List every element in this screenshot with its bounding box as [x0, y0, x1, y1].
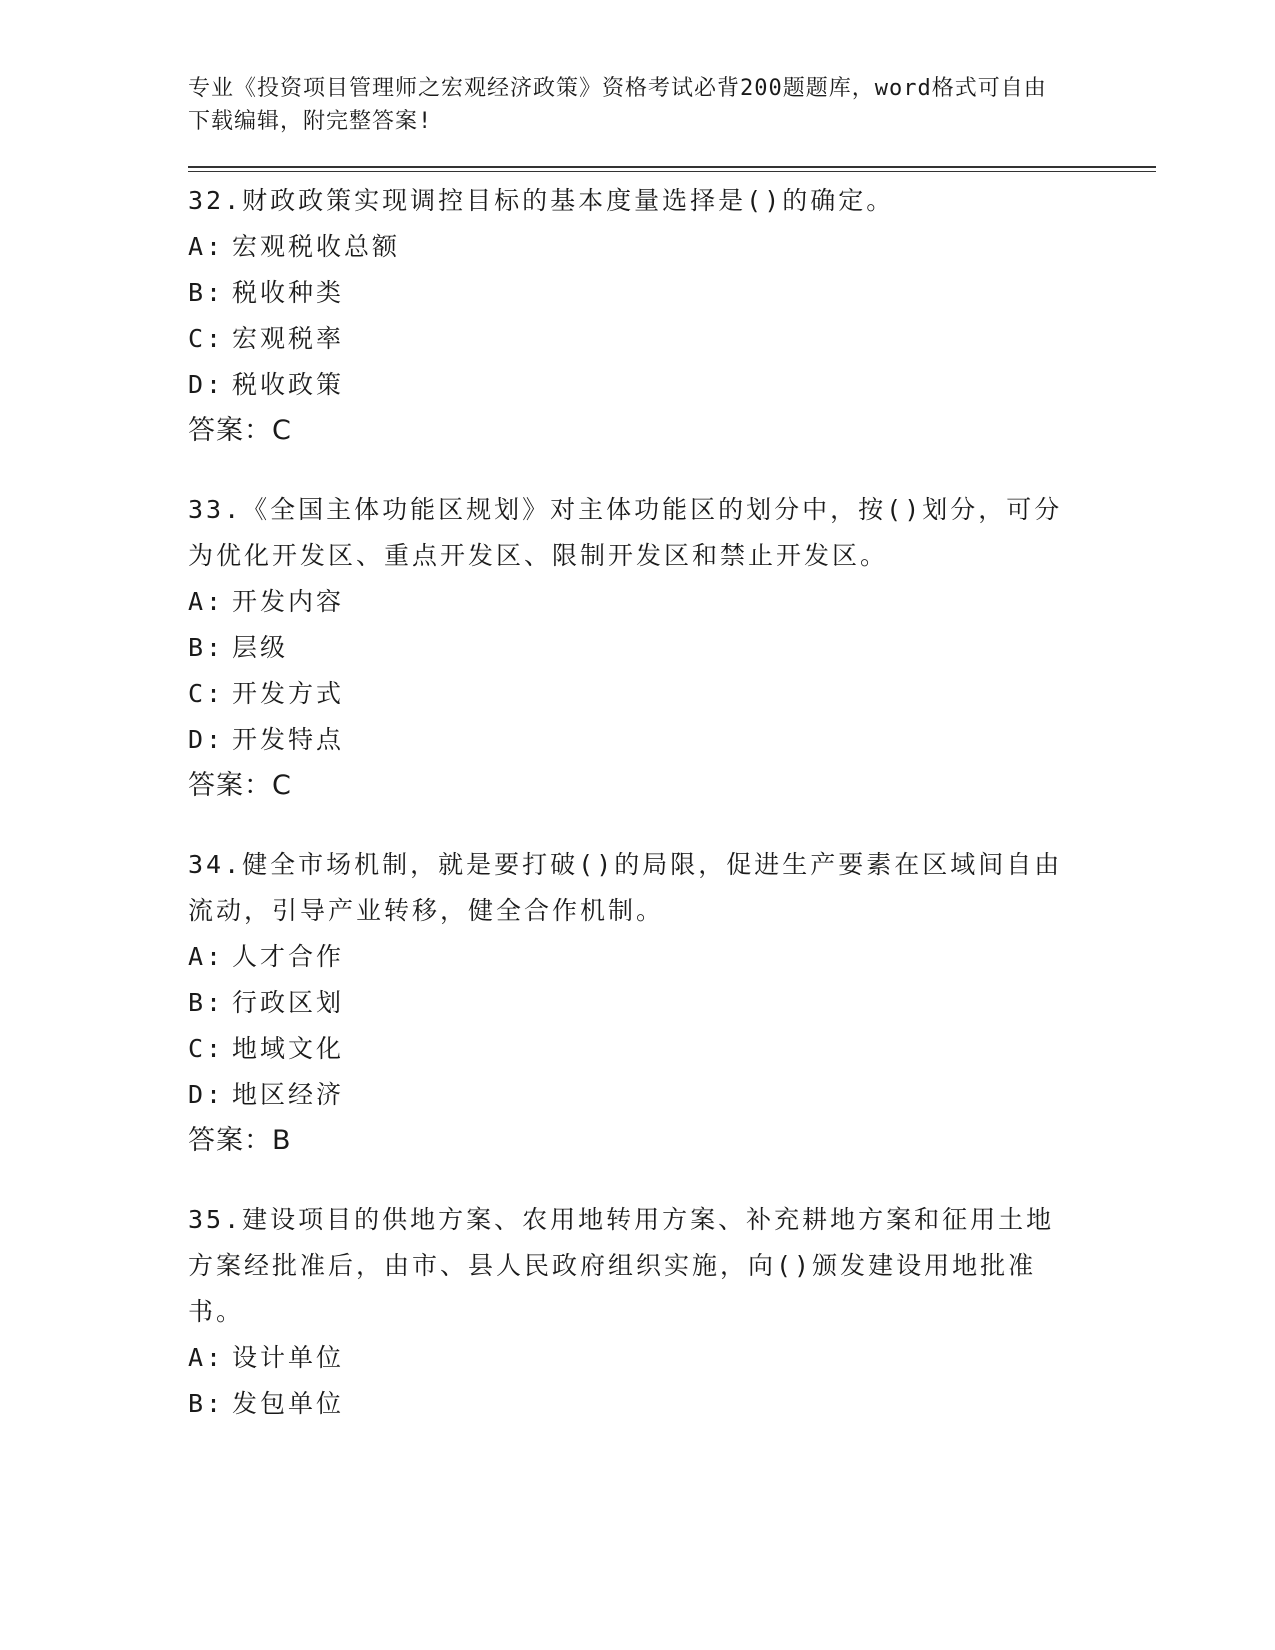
option-b — [188, 270, 1158, 316]
option-b — [188, 625, 1158, 671]
option-d — [188, 1072, 1158, 1118]
option-d — [188, 717, 1158, 763]
option-text: 发包单位 — [232, 1389, 345, 1418]
option-key: D: — [188, 725, 225, 754]
option-key: B: — [188, 278, 225, 307]
option-c — [188, 671, 1158, 717]
option-c — [188, 1026, 1158, 1072]
option-key: D: — [188, 1080, 225, 1109]
option-text: 地区经济 — [232, 1080, 345, 1109]
option-c — [188, 316, 1158, 362]
option-key: A: — [188, 1343, 225, 1372]
question-stem: 33.《全国主体功能区规划》对主体功能区的划分中，按()划分，可分为优化开发区、重点开发区、限制开发区和禁止开发区。 — [188, 495, 1063, 570]
option-text: 宏观税收总额 — [232, 232, 401, 261]
question-stem: 34.健全市场机制，就是要打破()的局限，促进生产要素在区域间自由流动，引导产业转移，健全合作机制。 — [188, 850, 1063, 925]
option-key: B: — [188, 633, 225, 662]
option-key: B: — [188, 988, 225, 1017]
option-text: 宏观税率 — [232, 324, 345, 353]
answer-label: 答案：B — [188, 1125, 292, 1156]
option-d — [188, 362, 1158, 408]
option-key: A: — [188, 942, 225, 971]
option-a — [188, 934, 1158, 980]
question-34 — [188, 842, 1158, 1164]
option-text: 设计单位 — [232, 1343, 345, 1372]
option-text: 行政区划 — [232, 988, 345, 1017]
question-35 — [188, 1197, 1158, 1427]
option-a — [188, 579, 1158, 625]
option-key: C: — [188, 324, 225, 353]
option-text: 人才合作 — [232, 942, 345, 971]
option-key: A: — [188, 587, 225, 616]
question-stem: 32.财政政策实现调控目标的基本度量选择是()的确定。 — [188, 186, 895, 215]
question-list — [188, 178, 1158, 1427]
answer-label: 答案：C — [188, 770, 292, 801]
option-text: 开发内容 — [232, 587, 345, 616]
option-a — [188, 224, 1158, 270]
option-text: 层级 — [232, 633, 289, 662]
option-key: A: — [188, 232, 225, 261]
option-key: B: — [188, 1389, 225, 1418]
answer-label: 答案：C — [188, 415, 292, 446]
option-text: 开发特点 — [232, 725, 345, 754]
option-key: D: — [188, 370, 225, 399]
header-divider — [188, 166, 1156, 172]
option-key: C: — [188, 679, 225, 708]
option-key: C: — [188, 1034, 225, 1063]
option-text: 地域文化 — [232, 1034, 345, 1063]
question-stem: 35.建设项目的供地方案、农用地转用方案、补充耕地方案和征用土地方案经批准后，由市、县人民政府组织实施，向()颁发建设用地批准书。 — [188, 1205, 1055, 1326]
option-a — [188, 1335, 1158, 1381]
option-b — [188, 1381, 1158, 1427]
option-text: 开发方式 — [232, 679, 345, 708]
document-header: 专业《投资项目管理师之宏观经济政策》资格考试必背200题题库，word格式可自由下载编辑，附完整答案! — [188, 76, 1047, 134]
option-text: 税收政策 — [232, 370, 345, 399]
question-33 — [188, 487, 1158, 809]
document-page — [188, 72, 1158, 1460]
option-text: 税收种类 — [232, 278, 345, 307]
option-b — [188, 980, 1158, 1026]
question-32 — [188, 178, 1158, 454]
